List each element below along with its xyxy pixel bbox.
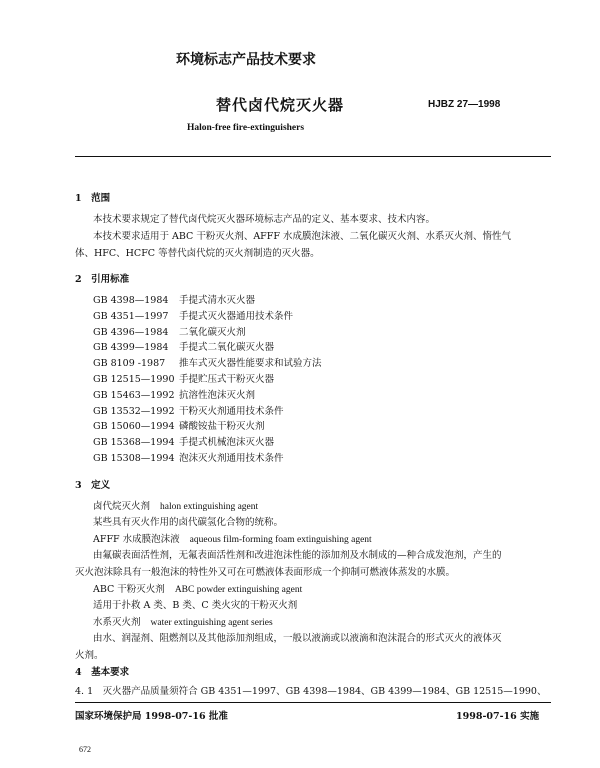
- term-chinese: ABC 干粉灭火剂: [93, 584, 165, 595]
- standard-item: [93, 355, 322, 369]
- standard-title: 抗溶性泡沫灭火剂: [179, 389, 256, 401]
- definition-water-series-text-line-1: 由水、润湿剂、阻燃剂以及其他添加剂组成，一般以液滴或以液滴和泡沫混合的形式灭火的液体灭: [93, 633, 502, 644]
- term-english: water extinguishing agent series: [150, 618, 273, 628]
- standard-code: GB 4396—1984: [93, 326, 169, 338]
- page-number: 672: [79, 745, 91, 754]
- standard-item: [93, 403, 284, 417]
- definition-afff-text-line-2: 灭火泡沫除具有一般泡沫的特性外又可在可燃液体表面形成一个抑制可燃液体蒸发的水膜。: [75, 567, 456, 578]
- header-divider: [75, 156, 551, 157]
- section-1-paragraph-2-line-2: 体、HFC、HCFC 等替代卤代烷的灭火剂制造的灭火器。: [75, 248, 320, 259]
- section-1-paragraph-2-line-1: 本技术要求适用于 ABC 干粉灭火剂、AFFF 水成膜泡沫液、二氧化碳灭火剂、水系灭火剂、惰性气: [93, 231, 511, 242]
- series-title: 环境标志产品技术要求: [176, 52, 316, 68]
- standard-item: [93, 387, 255, 401]
- section-4-heading: 4 基本要求: [75, 667, 130, 678]
- standard-title: 二氧化碳灭火剂: [179, 326, 246, 338]
- footer-divider: [75, 702, 551, 703]
- definition-term-water-series: [93, 614, 273, 628]
- definition-abc-powder-text: 适用于扑救 A 类、B 类、C 类火灾的干粉灭火剂: [93, 600, 298, 611]
- section-1-heading: 1 范围: [75, 193, 111, 204]
- standard-code: GB 15463—1992: [93, 389, 175, 401]
- standard-code: GB 15308—1994: [93, 453, 175, 464]
- term-chinese: 水系灭火剂: [93, 617, 141, 628]
- standard-item: [93, 418, 265, 432]
- standard-code: GB 12515—1990: [93, 374, 175, 385]
- definition-term-abc-powder: [93, 581, 302, 595]
- standard-code: GB 4351—1997: [93, 310, 169, 322]
- term-english: halon extinguishing agent: [160, 502, 259, 512]
- clause-4-1: 4. 1 灭火器产品质量须符合 GB 4351—1997、GB 4398—1984、GB 4399—1984、GB 12515—1990、: [75, 686, 547, 697]
- approval-line: 国家环境保护局 1998-07-16 批准: [75, 711, 228, 722]
- definition-halon-text: 某些具有灭火作用的卤代碳氢化合物的统称。: [93, 517, 284, 528]
- standard-item: [93, 324, 246, 338]
- document-title: 替代卤代烷灭火器: [216, 96, 345, 114]
- standard-title: 干粉灭火剂通用技术条件: [179, 405, 284, 417]
- standard-title: 手提式二氧化碳灭火器: [179, 342, 275, 354]
- term-english: ABC powder extinguishing agent: [174, 585, 303, 595]
- section-1-paragraph-1: 本技术要求规定了替代卤代烷灭火器环境标志产品的定义、基本要求、技术内容。: [93, 214, 436, 225]
- definition-afff-text-line-1: 由氟碳表面活性剂，无氟表面活性剂和改进泡沫性能的添加剂及水制成的—种合成发泡剂，产生的: [93, 550, 502, 561]
- section-3-heading: 3 定义: [75, 480, 111, 491]
- term-chinese: AFFF 水成膜泡沫液: [93, 534, 180, 545]
- standard-title: 磷酸铵盐干粉灭火剂: [179, 421, 265, 433]
- definition-term-halon: [93, 498, 258, 512]
- english-title: Halon-free fire-extinguishers: [187, 123, 305, 133]
- implementation-date: 1998-07-16 实施: [456, 711, 540, 722]
- standard-code: GB 8109 -1987: [93, 358, 166, 370]
- standard-item: [93, 450, 284, 464]
- standard-title: 手提式机械泡沫灭火器: [179, 437, 275, 449]
- standard-title: 手提式清水灭火器: [179, 295, 256, 306]
- section-2-heading: 2 引用标准: [75, 274, 130, 285]
- standard-title: 手提式灭火器通用技术条件: [179, 310, 294, 322]
- standard-title: 推车式灭火器性能要求和试验方法: [179, 358, 322, 370]
- standard-item: [93, 292, 255, 306]
- standard-item: [93, 339, 274, 353]
- term-english: aqueous film-forming foam extinguishing agent: [189, 535, 372, 545]
- standard-title: 手提贮压式干粉灭火器: [179, 374, 275, 385]
- standard-code: GB 15060—1994: [93, 421, 175, 433]
- term-chinese: 卤代烷灭火剂: [93, 501, 151, 512]
- standard-item: [93, 434, 274, 448]
- standard-code: GB 13532—1992: [93, 405, 175, 417]
- standard-code: GB 15368—1994: [93, 437, 175, 449]
- standard-item: [93, 308, 293, 322]
- definition-term-afff: [93, 531, 372, 545]
- standard-code: GB 4399—1984: [93, 342, 169, 354]
- standard-title: 泡沫灭火剂通用技术条件: [179, 453, 284, 464]
- document-number: HJBZ 27—1998: [428, 99, 501, 110]
- standard-item: [93, 371, 274, 385]
- definition-water-series-text-line-2: 火剂。: [75, 650, 104, 661]
- standard-code: GB 4398—1984: [93, 295, 169, 306]
